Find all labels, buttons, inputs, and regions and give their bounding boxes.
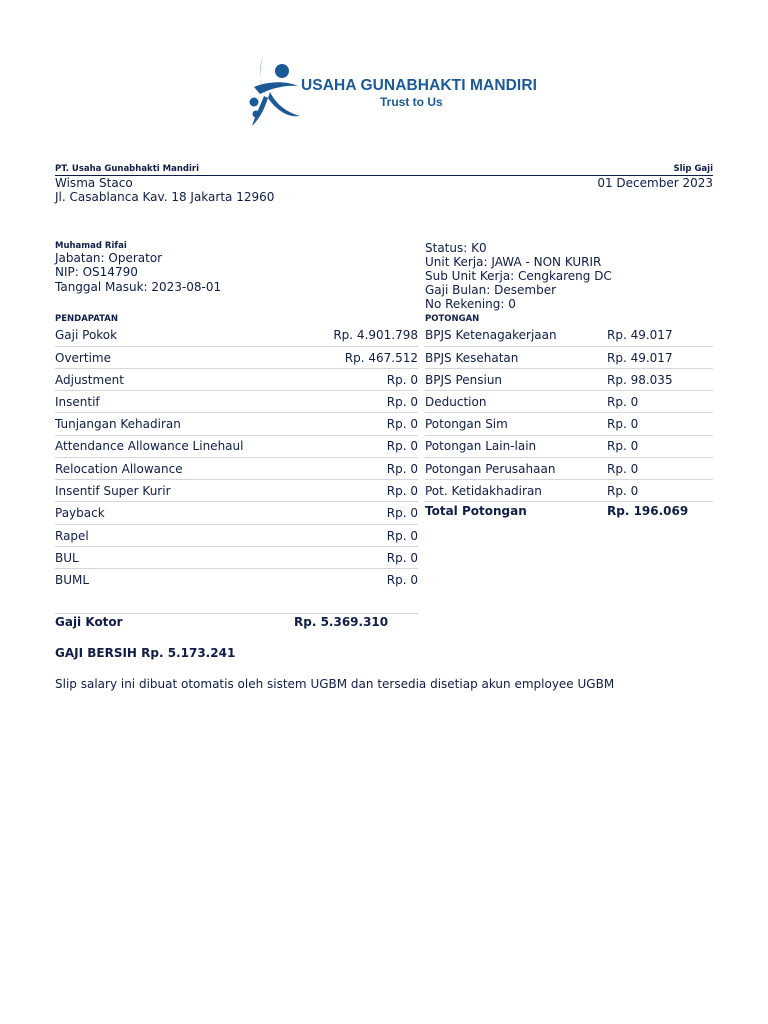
brand-tagline: Trust to Us	[380, 95, 443, 109]
pendapatan-label: Insentif	[55, 395, 100, 409]
potongan-value: Rp. 49.017	[607, 351, 673, 365]
potongan-label: BPJS Kesehatan	[425, 351, 519, 365]
potongan-row	[425, 369, 713, 391]
pendapatan-row	[55, 324, 418, 346]
potongan-value: Rp. 0	[607, 484, 639, 498]
potongan-row	[425, 480, 713, 502]
potongan-value: Rp. 0	[607, 395, 639, 409]
company-address: Jl. Casablanca Kav. 18 Jakarta 12960	[55, 190, 275, 204]
pendapatan-label: BUML	[55, 573, 90, 587]
pendapatan-label: Insentif Super Kurir	[55, 484, 171, 498]
potongan-value: Rp. 0	[607, 417, 639, 431]
company-logo	[246, 54, 538, 130]
potongan-value: Rp. 98.035	[607, 373, 673, 387]
pendapatan-value: Rp. 0	[386, 506, 418, 520]
pendapatan-label: BUL	[55, 551, 79, 565]
potongan-heading: POTONGAN	[425, 314, 480, 324]
pendapatan-value: Rp. 0	[386, 551, 418, 565]
potongan-total-value: Rp. 196.069	[607, 504, 689, 518]
pendapatan-row	[55, 502, 418, 524]
employee-no-rekening: No Rekening: 0	[425, 297, 516, 311]
pendapatan-heading: PENDAPATAN	[55, 314, 118, 324]
pendapatan-label: Rapel	[55, 529, 89, 543]
pendapatan-label: Adjustment	[55, 373, 124, 387]
employee-sub-unit-kerja: Sub Unit Kerja: Cengkareng DC	[425, 269, 612, 283]
pendapatan-row	[55, 547, 418, 569]
pendapatan-row	[55, 458, 418, 480]
pendapatan-label: Relocation Allowance	[55, 462, 183, 476]
potongan-label: Potongan Lain-lain	[425, 439, 537, 453]
pendapatan-value: Rp. 0	[386, 417, 418, 431]
potongan-label: BPJS Pensiun	[425, 373, 503, 387]
slip-date: 01 December 2023	[597, 176, 713, 190]
gaji-bersih: GAJI BERSIH Rp. 5.173.241	[55, 646, 236, 660]
potongan-row	[425, 435, 713, 457]
pendapatan-value: Rp. 0	[386, 462, 418, 476]
footer-note: Slip salary ini dibuat otomatis oleh sistem UGBM dan tersedia disetiap akun employee UGBM	[55, 677, 615, 691]
potongan-total-label: Total Potongan	[425, 504, 527, 518]
pendapatan-row	[55, 480, 418, 502]
potongan-label: BPJS Ketenagakerjaan	[425, 328, 557, 342]
employee-name: Muhamad Rifai	[55, 241, 127, 251]
pendapatan-row	[55, 435, 418, 457]
pendapatan-value: Rp. 0	[386, 373, 418, 387]
pendapatan-label: Attendance Allowance Linehaul	[55, 439, 244, 453]
employee-gaji-bulan: Gaji Bulan: Desember	[425, 283, 557, 297]
pendapatan-value: Rp. 467.512	[344, 351, 418, 365]
pendapatan-value: Rp. 4.901.798	[333, 328, 418, 342]
pendapatan-value: Rp. 0	[386, 484, 418, 498]
potongan-row	[425, 324, 713, 346]
employee-unit-kerja: Unit Kerja: JAWA - NON KURIR	[425, 255, 602, 269]
stick-figure-logo-icon	[246, 54, 306, 130]
potongan-value: Rp. 49.017	[607, 328, 673, 342]
potongan-row	[425, 347, 713, 369]
brand-name: USAHA GUNABHAKTI MANDIRI	[301, 77, 538, 94]
row-divider	[55, 613, 418, 614]
pendapatan-row	[55, 391, 418, 413]
potongan-label: Potongan Sim	[425, 417, 508, 431]
pendapatan-row	[55, 525, 418, 547]
employee-jabatan: Jabatan: Operator	[55, 251, 163, 265]
pendapatan-label: Gaji Pokok	[55, 328, 118, 342]
pendapatan-value: Rp. 0	[386, 573, 418, 587]
pendapatan-row	[55, 569, 418, 591]
employee-tanggal-masuk: Tanggal Masuk: 2023-08-01	[55, 280, 222, 294]
potongan-label: Pot. Ketidakhadiran	[425, 484, 542, 498]
company-name: PT. Usaha Gunabhakti Mandiri	[55, 164, 199, 174]
gaji-kotor-label: Gaji Kotor	[55, 615, 123, 629]
pendapatan-label: Overtime	[55, 351, 111, 365]
gaji-kotor-value: Rp. 5.369.310	[294, 615, 389, 629]
pendapatan-value: Rp. 0	[386, 529, 418, 543]
pendapatan-row	[55, 369, 418, 391]
potongan-total-row	[425, 500, 713, 522]
pendapatan-label: Payback	[55, 506, 105, 520]
company-building: Wisma Staco	[55, 176, 133, 190]
pendapatan-row	[55, 347, 418, 369]
pendapatan-label: Tunjangan Kehadiran	[55, 417, 181, 431]
pendapatan-value: Rp. 0	[386, 439, 418, 453]
slip-title: Slip Gaji	[673, 164, 713, 174]
employee-nip: NIP: OS14790	[55, 265, 138, 279]
pendapatan-value: Rp. 0	[386, 395, 418, 409]
employee-status: Status: K0	[425, 241, 487, 255]
potongan-value: Rp. 0	[607, 439, 639, 453]
potongan-label: Deduction	[425, 395, 487, 409]
pendapatan-row	[55, 413, 418, 435]
potongan-row	[425, 413, 713, 435]
potongan-row	[425, 391, 713, 413]
potongan-value: Rp. 0	[607, 462, 639, 476]
potongan-row	[425, 458, 713, 480]
potongan-label: Potongan Perusahaan	[425, 462, 556, 476]
